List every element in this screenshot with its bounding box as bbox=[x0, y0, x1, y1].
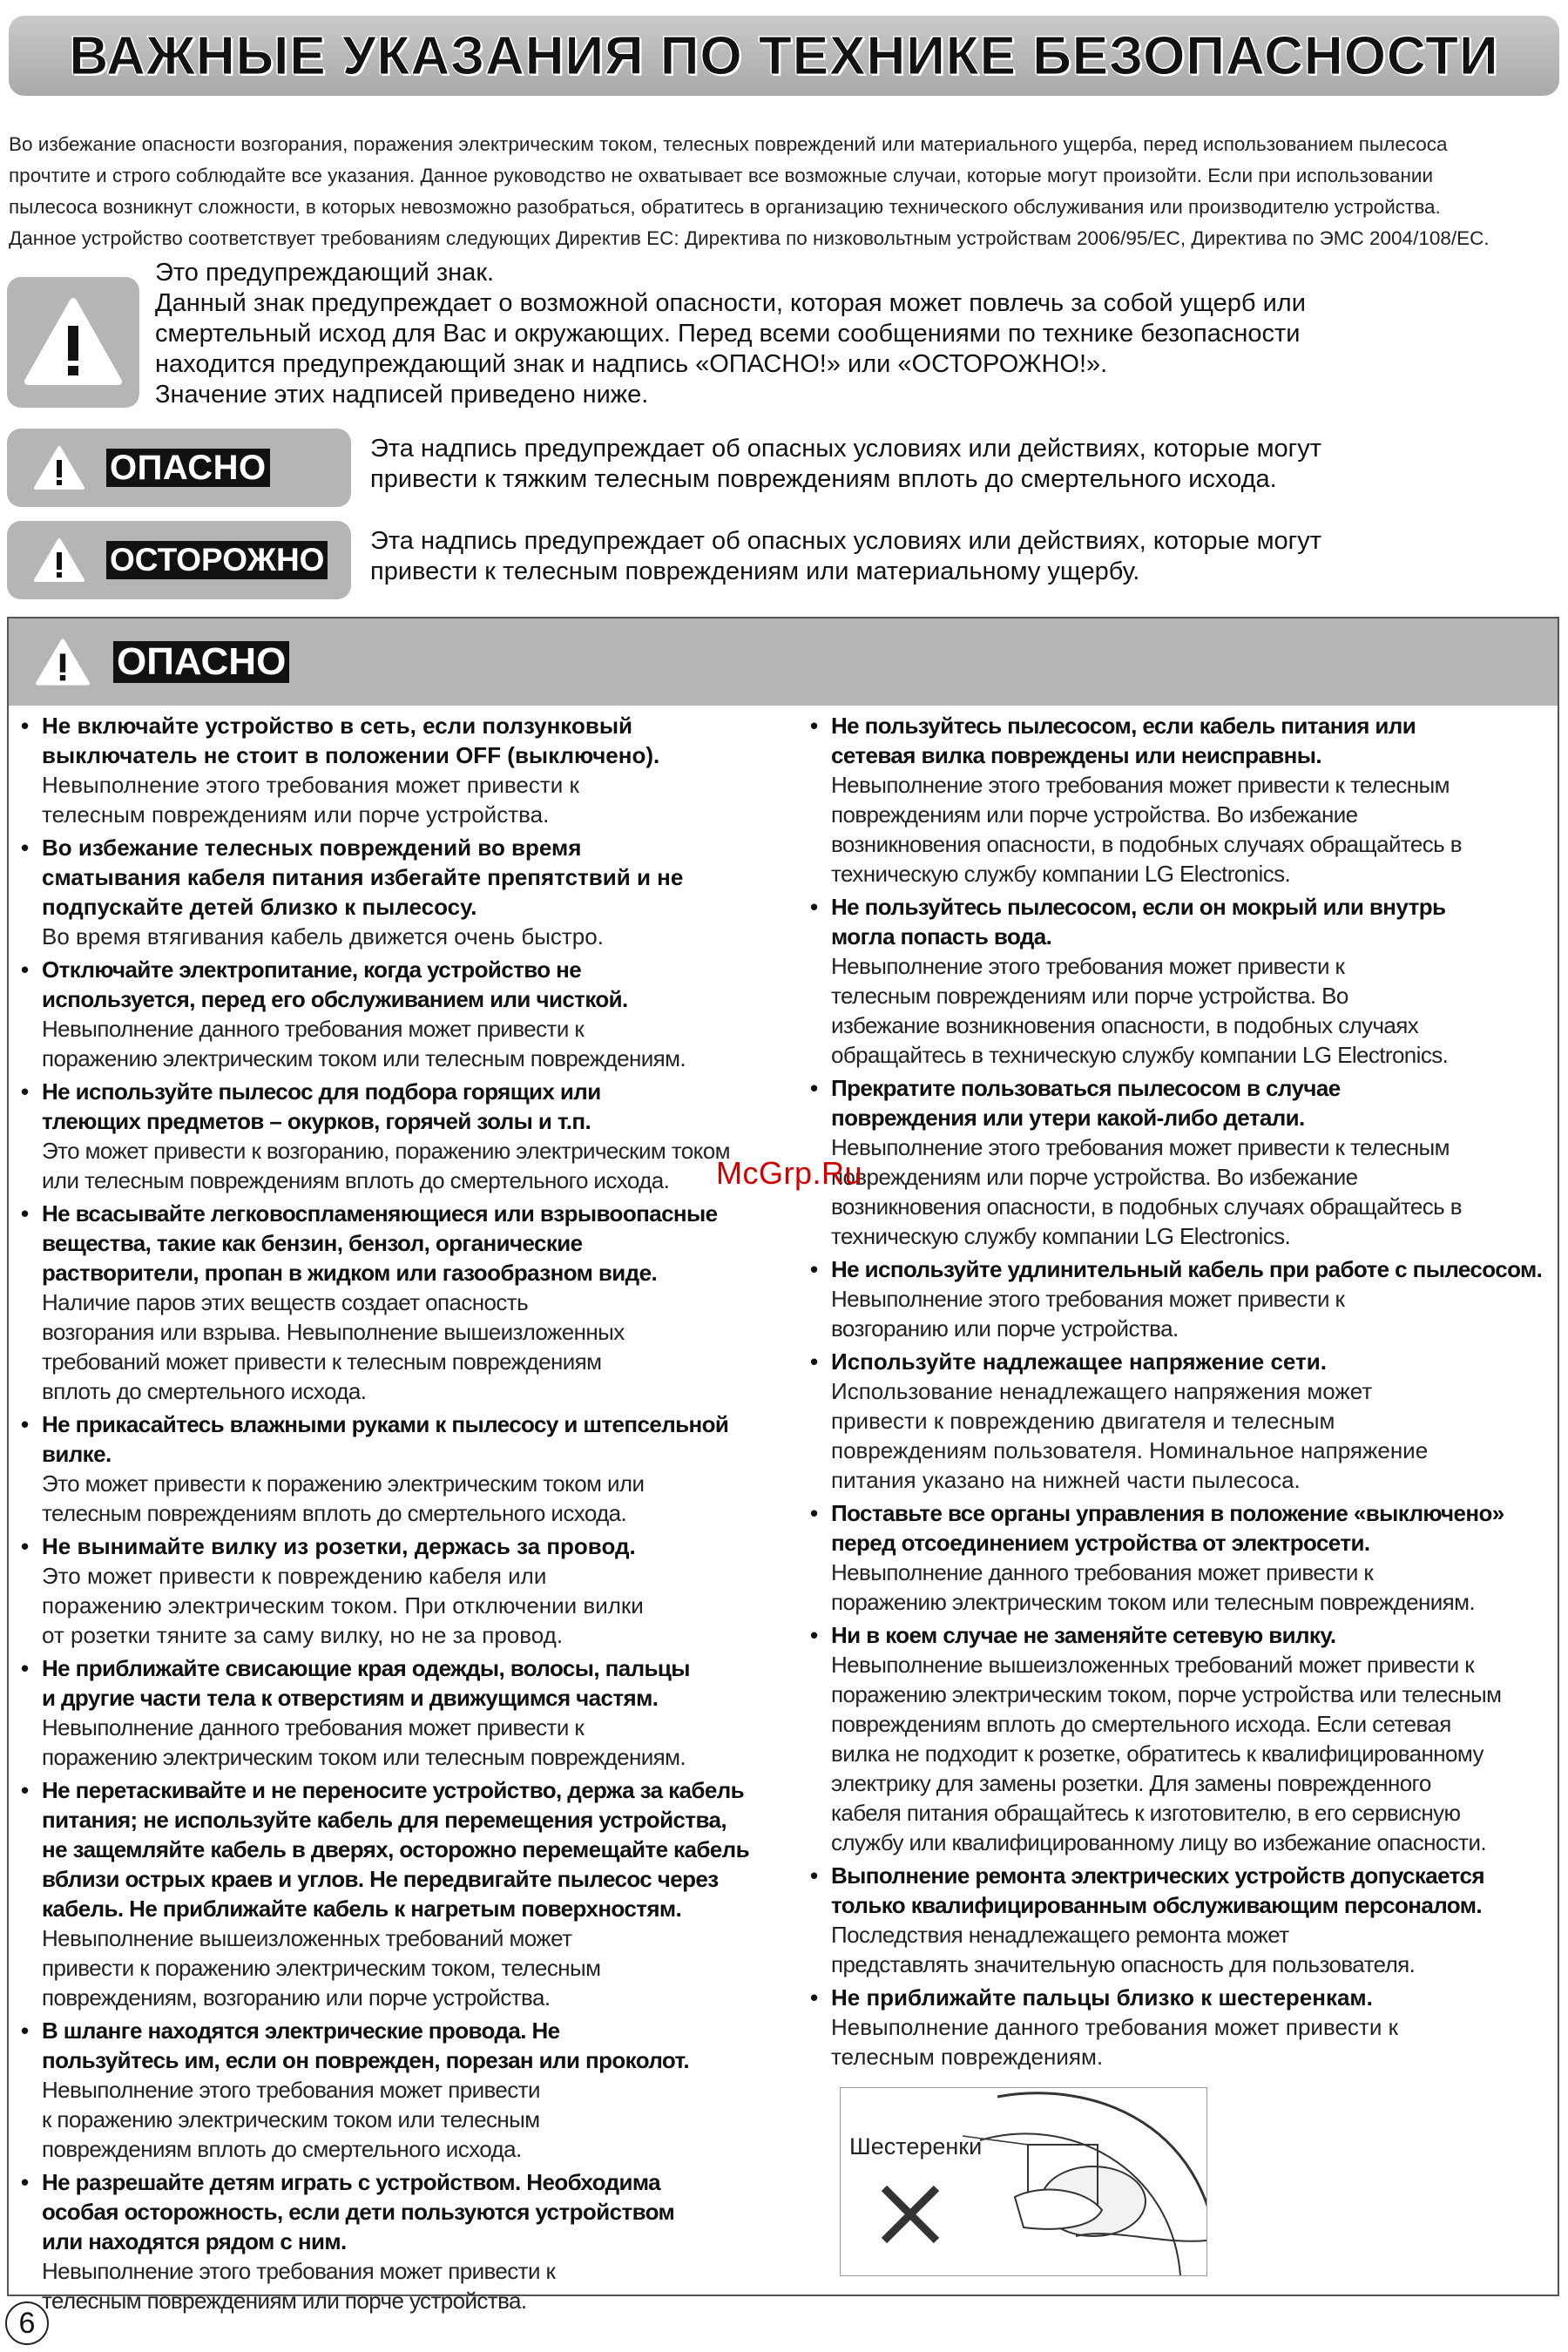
item-heading-line: могла попасть вода. bbox=[831, 923, 1052, 950]
title-bar bbox=[9, 16, 1559, 96]
item-body-line: Невыполнение этого требования может привести к bbox=[831, 1286, 1345, 1312]
warning-sign-tile bbox=[7, 277, 139, 408]
item-heading-line: Не вынимайте вилку из розетки, держась за провод. bbox=[42, 1533, 636, 1559]
item-heading-line: тлеющих предметов – окурков, горячей золы и т.п. bbox=[42, 1108, 591, 1134]
bullet: • bbox=[21, 1533, 30, 1559]
gears-label: Шестеренки bbox=[849, 2133, 983, 2159]
item-body-line: службу или квалифицированному лицу во избежание опасности. bbox=[831, 1829, 1487, 1855]
danger-section bbox=[7, 617, 1559, 2314]
page-number: 6 bbox=[5, 2301, 49, 2345]
item-body-line: возгоранию или порче устройства. bbox=[831, 1315, 1179, 1342]
item-body-line: Невыполнение этого требования может привести к bbox=[42, 772, 579, 798]
safety-item bbox=[808, 1254, 1551, 1343]
bullet: • bbox=[21, 1411, 30, 1437]
item-body-line: поражению электрическим током или телесным повреждениям. bbox=[42, 1744, 686, 1770]
item-body-line: Невыполнение данного требования может привести к bbox=[831, 1559, 1374, 1585]
bullet: • bbox=[810, 1622, 819, 1648]
item-body-line: повреждениям, возгоранию или порче устройства. bbox=[42, 1984, 551, 2011]
bullet: • bbox=[810, 713, 819, 739]
bullet: • bbox=[21, 2169, 30, 2195]
item-heading-line: Выполнение ремонта электрических устройств допускается bbox=[831, 1862, 1484, 1889]
item-body-line: телесным повреждениям вплоть до смертельного исхода. bbox=[42, 1500, 627, 1526]
item-body-line: возгорания или взрыва. Невыполнение вышеизложенных bbox=[42, 1319, 625, 1345]
item-body-line: техническую службу компании LG Electronics. bbox=[831, 861, 1291, 887]
item-body-line: Невыполнение данного требования может привести к bbox=[42, 1016, 585, 1042]
safety-item bbox=[19, 1199, 773, 1406]
item-body-line: обращайтесь в техническую службу компании LG Electronics. bbox=[831, 1042, 1449, 1068]
item-heading-line: не защемляйте кабель в дверях, осторожно перемещайте кабель bbox=[42, 1836, 749, 1862]
item-body-line: телесным повреждениям или порче устройства. bbox=[42, 2288, 527, 2314]
safety-item bbox=[808, 1861, 1551, 1979]
intro-line: пылесоса возникнут сложности, в которых невозможно разобраться, обратитесь в организацию технического обслуживания или производителю устройства. bbox=[9, 196, 1441, 218]
item-body-line: повреждениям вплоть до смертельного исхода. bbox=[42, 2136, 522, 2162]
item-body-line: кабеля питания обращайтесь к изготовителю, в его сервисную bbox=[831, 1800, 1461, 1826]
item-heading-line: Не используйте удлинительный кабель при работе с пылесосом. bbox=[831, 1256, 1543, 1282]
item-body-line: Это может привести к возгоранию, поражению электрическим током bbox=[42, 1138, 730, 1164]
bullet: • bbox=[810, 1256, 819, 1282]
safety-item bbox=[19, 1653, 773, 1772]
safety-item bbox=[808, 1347, 1551, 1495]
bullet: • bbox=[810, 1075, 819, 1101]
page-title: ВАЖНЫЕ УКАЗАНИЯ ПО ТЕХНИКЕ БЕЗОПАСНОСТИ bbox=[69, 25, 1499, 86]
item-body-line: телесным повреждениям или порче устройства. bbox=[42, 801, 550, 828]
danger-label-description bbox=[370, 434, 1538, 495]
item-heading-line: Прекратите пользоваться пылесосом в случае bbox=[831, 1075, 1341, 1101]
item-body-line: поражению электрическим током или телесным повреждениям. bbox=[42, 1045, 686, 1071]
item-heading-line: Не прикасайтесь влажными руками к пылесосу и штепсельной вилке. bbox=[42, 1411, 729, 1467]
item-body-line: Невыполнение этого требования может привести к bbox=[42, 2258, 556, 2284]
item-heading-line: Не приближайте пальцы близко к шестеренкам. bbox=[831, 1984, 1373, 2011]
item-body-line: поражению электрическим током. При отключении вилки bbox=[42, 1592, 644, 1619]
item-heading-line: подпускайте детей близко к пылесосу. bbox=[42, 894, 477, 920]
item-heading-line: Ни в коем случае не заменяйте сетевую вилку. bbox=[831, 1622, 1336, 1648]
item-heading-line: Не приближайте свисающие края одежды, волосы, пальцы bbox=[42, 1655, 690, 1681]
bullet: • bbox=[21, 1078, 30, 1105]
item-body-line: представлять значительную опасность для пользователя. bbox=[831, 1951, 1416, 1977]
item-body-line: повреждениям вплоть до смертельного исхода. Если сетевая bbox=[831, 1711, 1451, 1737]
bullet: • bbox=[810, 1348, 819, 1375]
item-heading-line: Не включайте устройство в сеть, если ползунковый bbox=[42, 713, 633, 739]
item-body-line: телесным повреждениям. bbox=[831, 2044, 1104, 2070]
safety-item bbox=[19, 1531, 773, 1650]
item-body-line: требований может привести к телесным повреждениям bbox=[42, 1348, 602, 1375]
item-heading-line: кабель. Не приближайте кабель к нагретым поверхностям. bbox=[42, 1896, 682, 1922]
item-body-line: Это может привести к повреждению кабеля или bbox=[42, 1563, 547, 1589]
caution-word: ОСТОРОЖНО bbox=[106, 541, 328, 579]
item-heading-line: используется, перед его обслуживанием или чисткой. bbox=[42, 986, 628, 1012]
item-heading-line: и другие части тела к отверстиям и движущимся частям. bbox=[42, 1685, 659, 1711]
label-line: привести к телесным повреждениям или материальному ущербу. bbox=[370, 558, 1140, 585]
label-line: привести к тяжким телесным повреждениям вплоть до смертельного исхода. bbox=[370, 465, 1277, 493]
sign-line: находится предупреждающий знак и надпись «ОПАСНО!» или «ОСТОРОЖНО!». bbox=[155, 350, 1108, 378]
item-body-line: Невыполнение этого требования может привести к телесным bbox=[831, 772, 1450, 798]
item-heading-line: или находятся рядом с ним. bbox=[42, 2228, 347, 2254]
item-heading-line: повреждения или утери какой-либо детали. bbox=[831, 1105, 1305, 1131]
gears-illustration bbox=[840, 2087, 1207, 2276]
item-body-line: Использование ненадлежащего напряжения может bbox=[831, 1378, 1373, 1404]
item-body-line: телесным повреждениям или порче устройства. Во bbox=[831, 983, 1348, 1009]
bullet: • bbox=[21, 1655, 30, 1681]
item-heading-line: Не всасывайте легковоспламеняющиеся или взрывоопасные bbox=[42, 1200, 718, 1227]
item-body-line: Невыполнение данного требования может привести к bbox=[42, 1714, 585, 1740]
item-body-line: Невыполнение этого требования может привести к bbox=[831, 953, 1345, 979]
bullet: • bbox=[21, 1777, 30, 1803]
exclamation-triangle-icon bbox=[33, 445, 85, 490]
item-body-line: вилка не подходит к розетке, обратитесь к квалифицированному bbox=[831, 1740, 1484, 1767]
safety-item bbox=[808, 1073, 1551, 1251]
item-heading-line: только квалифицированным обслуживающим персоналом. bbox=[831, 1892, 1482, 1918]
safety-item bbox=[19, 711, 773, 829]
item-heading-line: сетевая вилка повреждены или неисправны. bbox=[831, 742, 1322, 768]
item-body-line: Невыполнение этого требования может привести bbox=[42, 2077, 540, 2103]
item-heading-line: вблизи острых краев и углов. Не передвигайте пылесос через bbox=[42, 1866, 719, 1892]
danger-label-pill bbox=[7, 429, 351, 507]
safety-item bbox=[808, 1620, 1551, 1857]
item-heading-line: сматывания кабеля питания избегайте препятствий и не bbox=[42, 864, 684, 890]
safety-item bbox=[19, 1775, 773, 2012]
warning-sign-explanation bbox=[155, 258, 1531, 410]
item-body-line: повреждениям пользователя. Номинальное напряжение bbox=[831, 1437, 1429, 1463]
item-body-line: к поражению электрическим током или телесным bbox=[42, 2106, 540, 2132]
safety-item bbox=[808, 711, 1551, 889]
safety-item bbox=[808, 1983, 1551, 2072]
item-body-line: избежание возникновения опасности, в подобных случаях bbox=[831, 1012, 1419, 1038]
item-heading-line: Используйте надлежащее напряжение сети. bbox=[831, 1348, 1327, 1375]
bullet: • bbox=[810, 1984, 819, 2011]
intro-paragraph bbox=[9, 129, 1559, 254]
item-body-line: от розетки тяните за саму вилку, но не за провод. bbox=[42, 1622, 564, 1648]
item-body-line: возникновения опасности, в подобных случаях обращайтесь в bbox=[831, 1193, 1462, 1220]
item-heading-line: В шланге находятся электрические провода. Не bbox=[42, 2017, 560, 2044]
item-body-line: повреждениям или порче устройства. Во избежание bbox=[831, 1164, 1358, 1190]
danger-section-title: ОПАСНО bbox=[113, 641, 289, 683]
item-body-line: повреждениям или порче устройства. Во избежание bbox=[831, 801, 1358, 828]
item-body-line: Невыполнение вышеизложенных требований может bbox=[42, 1925, 572, 1951]
left-column bbox=[19, 711, 773, 2319]
intro-line: Данное устройство соответствует требованиям следующих Директив ЕС: Директива по низковольтным устройствам 2006/95/ЕС, Директива по ЭМС 2004/108/ЕС. bbox=[9, 227, 1490, 249]
bullet: • bbox=[21, 713, 30, 739]
item-heading-line: Отключайте электропитание, когда устройство не bbox=[42, 956, 582, 983]
item-heading-line: растворители, пропан в жидком или газообразном виде. bbox=[42, 1260, 658, 1286]
bullet: • bbox=[810, 1500, 819, 1526]
safety-item bbox=[19, 2016, 773, 2164]
sign-line: Значение этих надписей приведено ниже. bbox=[155, 381, 649, 409]
bullet: • bbox=[810, 894, 819, 920]
watermark: McGrp.Ru bbox=[716, 1155, 863, 1191]
bullet: • bbox=[21, 1200, 30, 1227]
safety-item bbox=[808, 892, 1551, 1070]
caution-label-description bbox=[370, 526, 1538, 587]
vacuum-gear-drawing-icon bbox=[963, 2088, 1207, 2275]
item-heading-line: вещества, такие как бензин, бензол, органические bbox=[42, 1230, 583, 1256]
item-heading-line: особая осторожность, если дети пользуются устройством bbox=[42, 2199, 675, 2225]
item-heading-line: Не используйте пылесос для подбора горящих или bbox=[42, 1078, 601, 1105]
intro-line: прочтите и строго соблюдайте все указания. Данное руководство не охватывает все возможные случаи, которые могут произойти. Если при использовании bbox=[9, 165, 1434, 186]
item-heading-line: Во избежание телесных повреждений во время bbox=[42, 835, 582, 861]
danger-word: ОПАСНО bbox=[106, 449, 270, 487]
item-heading-line: Поставьте все органы управления в положение «выключено» bbox=[831, 1500, 1504, 1526]
item-heading-line: пользуйтесь им, если он поврежден, порезан или проколот. bbox=[42, 2047, 690, 2073]
danger-section-header bbox=[9, 618, 1558, 706]
item-body-line: Это может привести к поражению электрическим током или bbox=[42, 1470, 645, 1497]
item-body-line: техническую службу компании LG Electronics. bbox=[831, 1223, 1291, 1249]
item-heading-line: перед отсоединением устройства от электросети. bbox=[831, 1530, 1370, 1556]
right-column bbox=[808, 711, 1551, 2276]
item-body-line: Невыполнение данного требования может привести к bbox=[831, 2014, 1398, 2040]
exclamation-triangle-icon bbox=[24, 296, 122, 387]
safety-item bbox=[19, 833, 773, 951]
bullet: • bbox=[810, 1862, 819, 1889]
item-body-line: Невыполнение вышеизложенных требований может привести к bbox=[831, 1652, 1475, 1678]
sign-line: смертельный исход для Вас и окружающих. Перед всеми сообщениями по технике безопасности bbox=[155, 320, 1301, 348]
prohibited-x-icon bbox=[875, 2180, 945, 2249]
safety-item bbox=[19, 955, 773, 1073]
intro-line: Во избежание опасности возгорания, поражения электрическим током, телесных повреждений или материального ущерба, перед использованием пылесоса bbox=[9, 133, 1448, 155]
item-body-line: вплоть до смертельного исхода. bbox=[42, 1378, 367, 1404]
item-heading-line: Не пользуйтесь пылесосом, если он мокрый или внутрь bbox=[831, 894, 1446, 920]
safety-item bbox=[19, 1409, 773, 1528]
item-body-line: Невыполнение этого требования может привести к телесным bbox=[831, 1134, 1450, 1160]
item-body-line: возникновения опасности, в подобных случаях обращайтесь в bbox=[831, 831, 1462, 857]
item-body-line: привести к повреждению двигателя и телесным bbox=[831, 1408, 1335, 1434]
sign-line: Это предупреждающий знак. bbox=[155, 259, 495, 287]
safety-item bbox=[19, 2167, 773, 2315]
item-body-line: или телесным повреждениям вплоть до смертельного исхода. bbox=[42, 1167, 670, 1193]
item-heading-line: Не разрешайте детям играть с устройством. Необходима bbox=[42, 2169, 661, 2195]
sign-line: Данный знак предупреждает о возможной опасности, которая может повлечь за собой ущерб или bbox=[155, 289, 1306, 317]
bullet: • bbox=[21, 956, 30, 983]
item-body-line: питания указано на нижней части пылесоса. bbox=[831, 1467, 1301, 1493]
item-heading-line: выключатель не стоит в положении OFF (выключено). bbox=[42, 742, 660, 768]
item-body-line: поражению электрическим током, порче устройства или телесным bbox=[831, 1681, 1502, 1707]
item-body-line: Последствия ненадлежащего ремонта может bbox=[831, 1922, 1289, 1948]
label-line: Эта надпись предупреждает об опасных условиях или действиях, которые могут bbox=[370, 527, 1322, 555]
exclamation-triangle-icon bbox=[35, 638, 91, 686]
item-body-line: Наличие паров этих веществ создает опасность bbox=[42, 1289, 529, 1315]
item-heading-line: Не перетаскивайте и не переносите устройство, держа за кабель bbox=[42, 1777, 744, 1803]
label-line: Эта надпись предупреждает об опасных условиях или действиях, которые могут bbox=[370, 435, 1322, 463]
exclamation-triangle-icon bbox=[33, 537, 85, 583]
bullet: • bbox=[21, 2017, 30, 2044]
bullet: • bbox=[21, 835, 30, 861]
item-body-line: Во время втягивания кабель движется очень быстро. bbox=[42, 923, 604, 950]
item-body-line: привести к поражению электрическим током, телесным bbox=[42, 1955, 601, 1981]
safety-item bbox=[808, 1498, 1551, 1617]
item-heading-line: Не пользуйтесь пылесосом, если кабель питания или bbox=[831, 713, 1416, 739]
item-heading-line: питания; не используйте кабель для перемещения устройства, bbox=[42, 1807, 727, 1833]
caution-label-pill bbox=[7, 521, 351, 599]
item-body-line: поражению электрическим током или телесным повреждениям. bbox=[831, 1589, 1475, 1615]
item-body-line: электрику для замены розетки. Для замены поврежденного bbox=[831, 1770, 1431, 1796]
safety-item bbox=[19, 1077, 773, 1195]
